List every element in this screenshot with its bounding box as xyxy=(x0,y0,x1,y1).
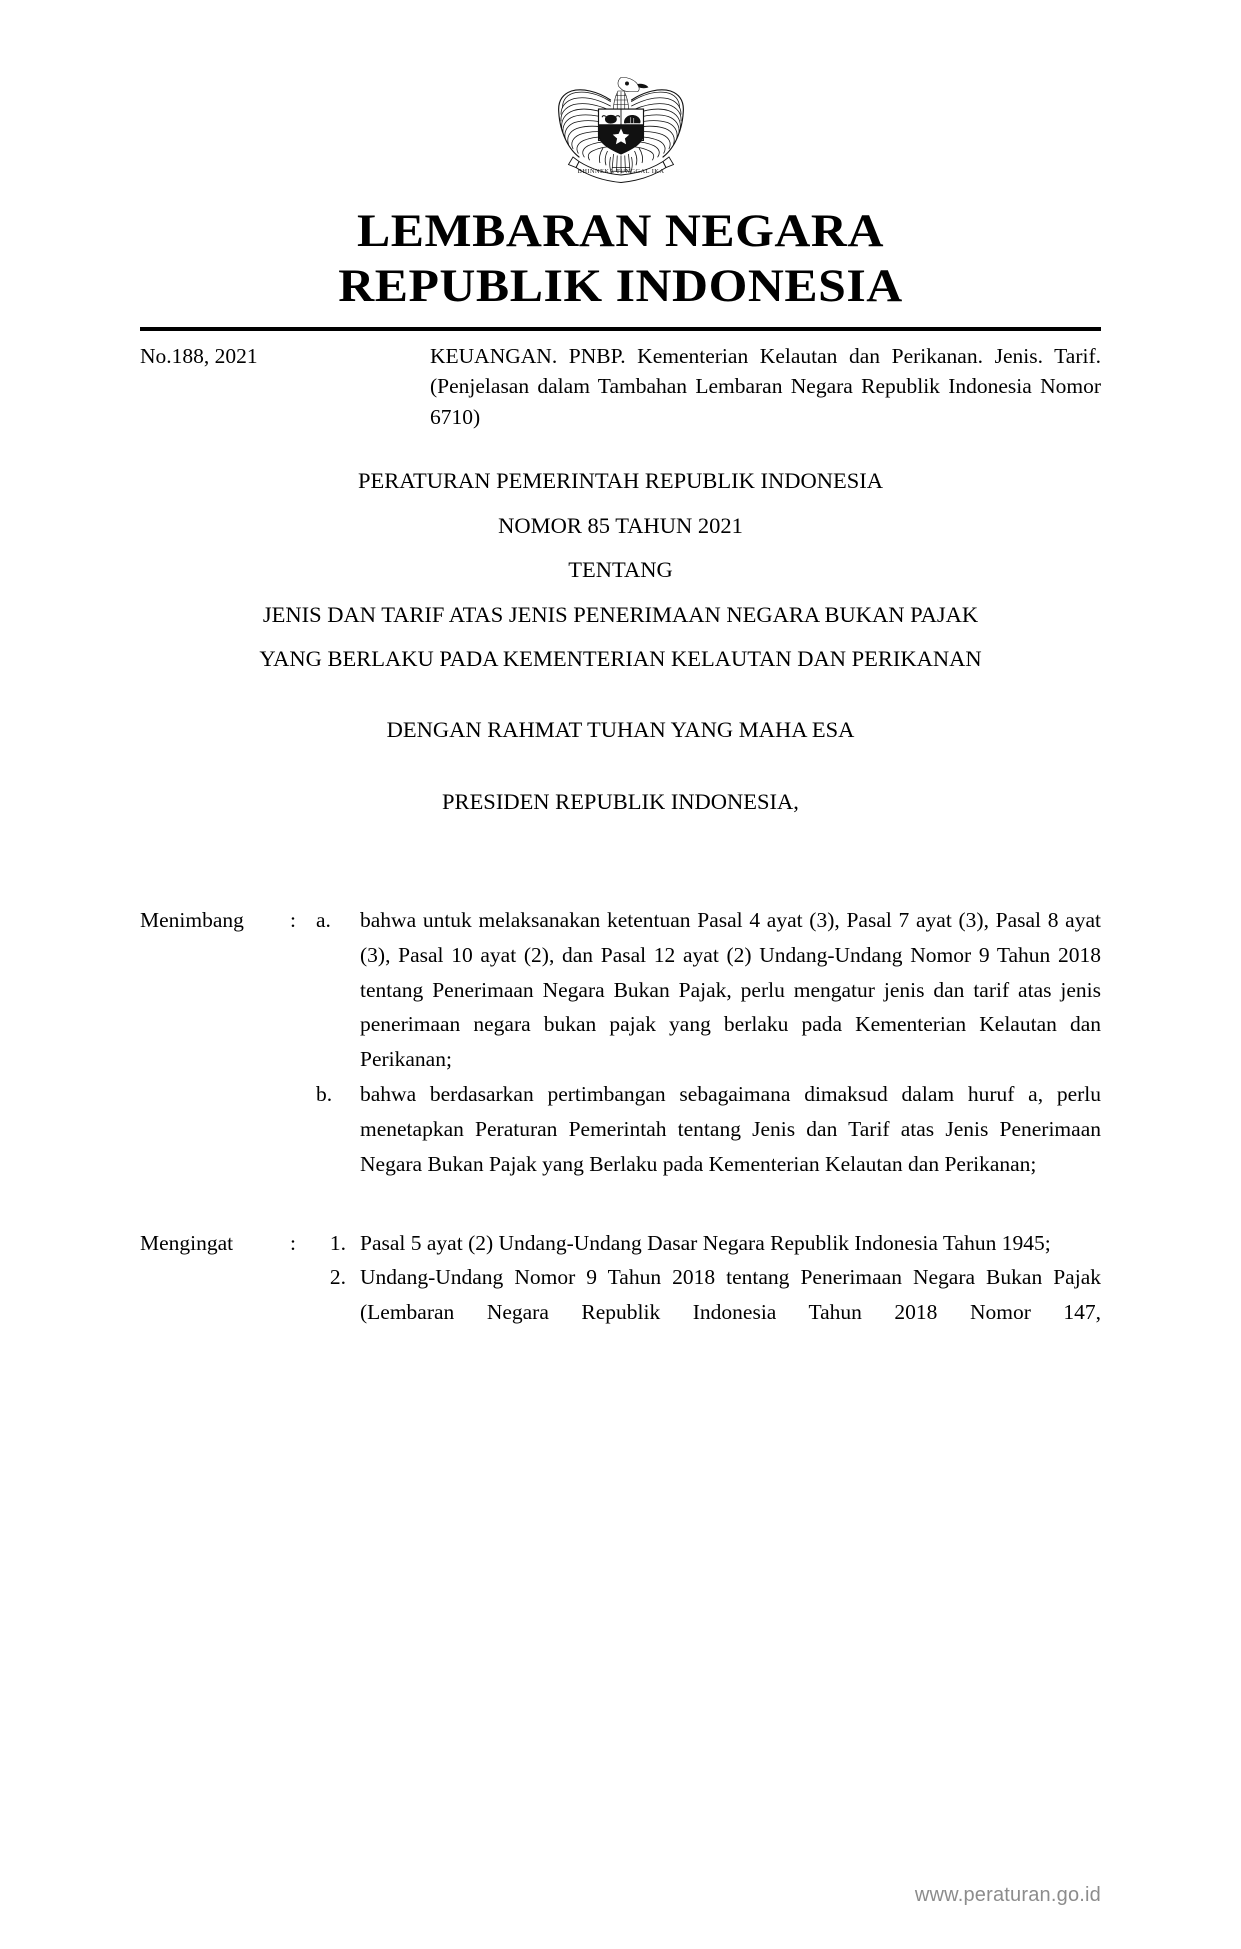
garuda-pancasila-emblem xyxy=(545,58,697,190)
signatory-title: PRESIDEN REPUBLIK INDONESIA, xyxy=(442,788,799,814)
recalling-item-marker-1: 1. xyxy=(329,1230,346,1255)
considering-item-text-b: bahwa berdasarkan pertimbangan sebagaimana dimaksud dalam huruf a, perlu menetapkan Peraturan Pemerintah tentang Jenis dan Tarif atas Jenis Penerimaan Negara Bukan Pajak yang Berlaku pada Kementerian Kelautan dan Perikanan; xyxy=(360,1082,1101,1176)
considering-label: Menimbang xyxy=(140,907,244,932)
invocation-line: DENGAN RAHMAT TUHAN YANG MAHA ESA xyxy=(386,716,855,742)
masthead-line-2: REPUBLIK INDONESIA xyxy=(338,260,903,313)
gazette-meta-row xyxy=(140,341,1101,433)
subject-keywords: KEUANGAN. PNBP. Kementerian Kelautan dan Perikanan. Jenis. Tarif. (Penjelasan dalam Tambahan Lembaran Negara Republik Indonesia Nomor 6710) xyxy=(430,343,1101,429)
recalling-colon: : xyxy=(290,1230,296,1255)
considering-item-marker-a: a. xyxy=(316,907,331,932)
header-divider xyxy=(140,327,1101,331)
title-line-4: JENIS DAN TARIF ATAS JENIS PENERIMAAN NEGARA BUKAN PAJAK xyxy=(262,601,979,627)
recalling-item-marker-2: 2. xyxy=(329,1265,346,1290)
masthead xyxy=(140,204,1101,315)
recalling-clause xyxy=(140,1226,1101,1330)
regulation-title-block xyxy=(140,470,1101,671)
considering-items xyxy=(316,903,1101,1182)
considering-clause xyxy=(140,903,1101,1182)
recalling-items xyxy=(316,1226,1101,1330)
footer-watermark: www.peraturan.go.id xyxy=(914,1884,1101,1906)
recalling-label: Mengingat xyxy=(140,1230,234,1255)
considering-item-text-a: bahwa untuk melaksanakan ketentuan Pasal 4 ayat (3), Pasal 7 ayat (3), Pasal 8 ayat (3), Pasal 10 ayat (2), dan Pasal 12 ayat (2) Undang-Undang Nomor 9 Tahun 2018 tentang Penerimaan Negara Bukan Pajak, perlu mengatur jenis dan tarif atas jenis penerimaan negara bukan pajak yang berlaku pada Kementerian Kelautan dan Perikanan; xyxy=(360,907,1101,1072)
recalling-item-text-1: Pasal 5 ayat (2) Undang-Undang Dasar Negara Republik Indonesia Tahun 1945; xyxy=(360,1230,1051,1255)
title-line-5: YANG BERLAKU PADA KEMENTERIAN KELAUTAN DAN PERIKANAN xyxy=(259,646,982,672)
emblem-container xyxy=(140,0,1101,198)
svg-text:BHINNEKA TUNGGAL IKA: BHINNEKA TUNGGAL IKA xyxy=(577,167,664,175)
title-line-2: NOMOR 85 TAHUN 2021 xyxy=(498,512,743,538)
considering-colon: : xyxy=(290,907,296,932)
list-item xyxy=(316,1226,1101,1261)
recalling-item-text-2: Undang-Undang Nomor 9 Tahun 2018 tentang Penerimaan Negara Bukan Pajak (Lembaran Negara Republik Indonesia Tahun 2018 Nomor 147, xyxy=(360,1265,1101,1325)
title-line-1: PERATURAN PEMERINTAH REPUBLIK INDONESIA xyxy=(357,468,884,494)
gazette-number: No.188, 2021 xyxy=(140,343,258,368)
list-item xyxy=(316,1260,1101,1330)
considering-item-marker-b: b. xyxy=(316,1082,333,1107)
list-item xyxy=(316,903,1101,1077)
title-line-3: TENTANG xyxy=(568,557,673,583)
list-item xyxy=(316,1077,1101,1181)
masthead-line-1: LEMBARAN NEGARA xyxy=(357,205,884,257)
